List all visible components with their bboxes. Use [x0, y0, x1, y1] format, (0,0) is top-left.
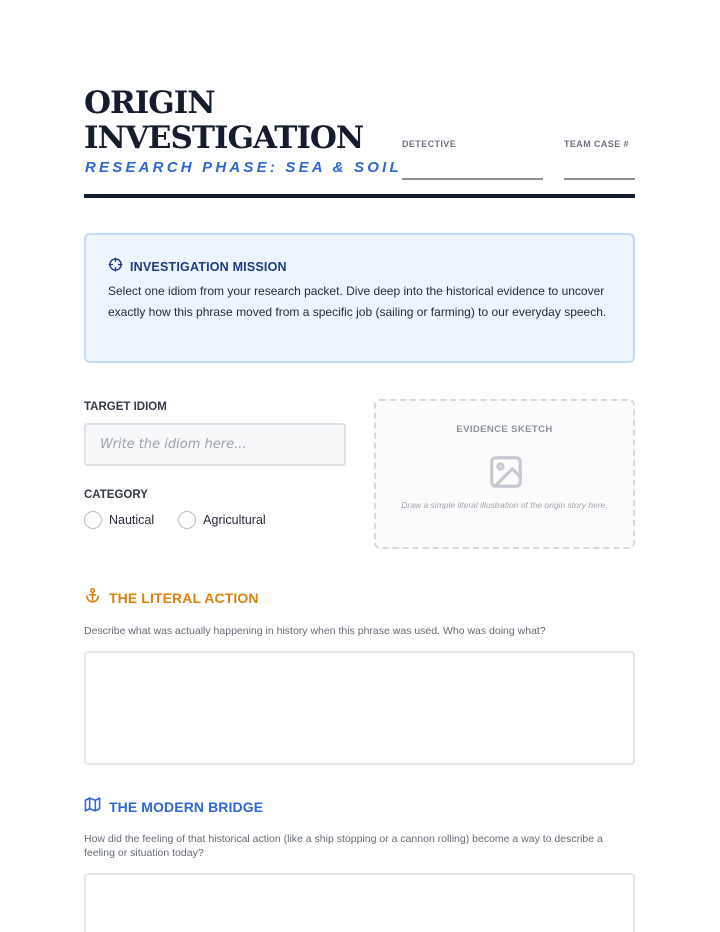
title-line-2: INVESTIGATION	[84, 120, 364, 156]
radio-button[interactable]	[178, 511, 196, 529]
literal-action-description: Describe what was actually happening in history when this phrase was used. Who was doing what?	[84, 625, 546, 637]
mission-title: INVESTIGATION MISSION	[130, 260, 287, 274]
modern-bridge-header	[84, 796, 263, 818]
modern-bridge-answer-box[interactable]	[84, 873, 635, 932]
team-case-label: TEAM CASE #	[564, 139, 629, 149]
modern-bridge-title: THE MODERN BRIDGE	[109, 799, 264, 815]
mission-header	[108, 257, 287, 277]
mission-text: Select one idiom from your research packet. Dive deep into the historical evidence to uncover exactly how this phrase moved from a specific job (sailing or farming) to our everyday speech.	[108, 284, 607, 319]
image-icon	[487, 453, 525, 496]
radio-option-agricultural[interactable]	[178, 511, 266, 529]
radio-option-nautical[interactable]	[84, 511, 154, 529]
target-idiom-input[interactable]	[84, 423, 346, 466]
detective-field[interactable]	[402, 178, 543, 180]
literal-action-header	[84, 587, 259, 609]
page-subtitle: RESEARCH PHASE: SEA & SOIL	[85, 159, 402, 176]
page-title	[84, 86, 363, 156]
map-icon	[84, 796, 101, 818]
crosshair-icon	[108, 257, 123, 277]
target-idiom-label: TARGET IDIOM	[84, 401, 167, 413]
detective-label: DETECTIVE	[402, 139, 457, 149]
literal-action-title: THE LITERAL ACTION	[109, 590, 259, 606]
radio-button[interactable]	[84, 511, 102, 529]
sketch-note: Draw a simple literal illustration of the origin story here.	[401, 500, 608, 510]
evidence-sketch-box[interactable]	[374, 399, 635, 549]
modern-bridge-description: How did the feeling of that historical action (like a ship stopping or a cannon rolling) become a way to describe a feeling or situation today?	[84, 833, 603, 859]
literal-action-answer-box[interactable]	[84, 651, 635, 765]
category-radio-group	[84, 511, 290, 529]
sketch-title: EVIDENCE SKETCH	[456, 424, 553, 435]
radio-label: Agricultural	[203, 513, 266, 527]
radio-label: Nautical	[109, 513, 155, 527]
team-case-field[interactable]	[564, 178, 635, 180]
header-divider	[84, 194, 635, 198]
anchor-icon	[84, 587, 101, 609]
mission-box	[84, 233, 635, 363]
category-label: CATEGORY	[84, 489, 148, 501]
title-line-1: ORIGIN	[84, 85, 215, 121]
